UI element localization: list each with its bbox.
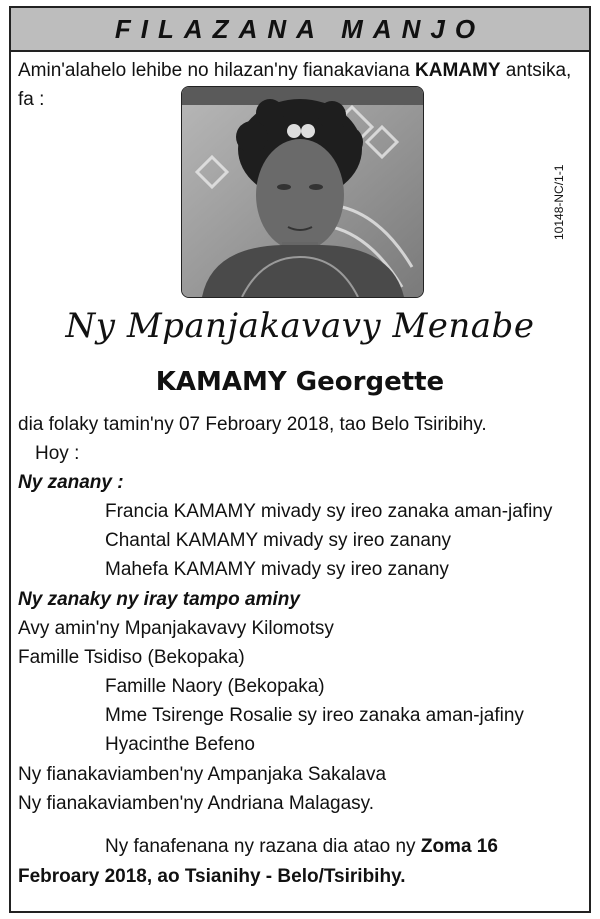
closing-place: Febroary 2018, ao Tsianihy - Belo/Tsiribihy.	[18, 866, 406, 887]
closing-date: Zoma 16	[420, 836, 498, 857]
list-item: Avy amin'ny Mpanjakavavy Kilomotsy	[18, 618, 334, 639]
list-item: Famille Tsidiso (Bekopaka)	[18, 647, 245, 668]
list-item: Mahefa KAMAMY mivady sy ireo zanany	[105, 559, 449, 580]
intro-prefix: Amin'alahelo lehibe no hilazan'ny fianakaviana	[18, 60, 416, 81]
list-item: Chantal KAMAMY mivady sy ireo zanany	[105, 530, 452, 551]
death-line: dia folaky tamin'ny 07 Febroary 2018, tao Belo Tsiribihy.	[18, 414, 487, 435]
deceased-name: KAMAMY Georgette	[155, 367, 445, 397]
intro-line	[18, 56, 571, 85]
list-item: Ny fianakaviamben'ny Ampanjaka Sakalava	[18, 764, 387, 785]
children-heading: Ny zanany :	[18, 472, 124, 493]
intro-line-2: fa :	[18, 89, 45, 110]
portrait-photo-icon	[182, 87, 423, 297]
list-item: Ny fianakaviamben'ny Andriana Malagasy.	[18, 793, 375, 814]
closing-prefix: Ny fanafenana ny razana dia atao ny	[105, 836, 421, 857]
hoy-label: Hoy :	[35, 443, 80, 464]
intro-family-name: KAMAMY	[415, 60, 501, 81]
funeral-details	[18, 832, 584, 892]
portrait-photo	[181, 86, 424, 298]
list-item: Hyacinthe Befeno	[105, 734, 255, 755]
intro-suffix: antsika,	[500, 60, 572, 81]
banner-title: FILAZANA MANJO	[114, 13, 486, 44]
list-item: Francia KAMAMY mivady sy ireo zanaka aman-jafiny	[105, 501, 553, 522]
list-item: Mme Tsirenge Rosalie sy ireo zanaka aman-jafiny	[105, 705, 524, 726]
siblings-heading: Ny zanaky ny iray tampo aminy	[18, 589, 300, 610]
notice-banner	[11, 8, 589, 52]
reference-code: 10148-NC/1-1	[552, 164, 566, 240]
royal-title: Ny Mpanjakavavy Menabe	[65, 306, 535, 346]
list-item: Famille Naory (Bekopaka)	[105, 676, 325, 697]
